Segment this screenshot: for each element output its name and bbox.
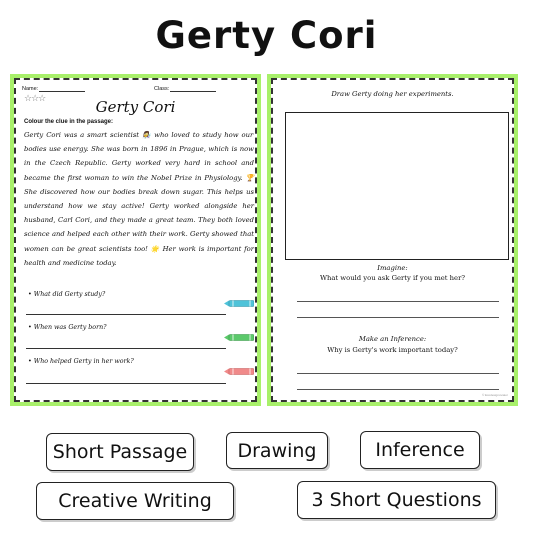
worksheet-title: Gerty Cori: [95, 98, 176, 116]
drawing-box: [285, 112, 509, 260]
inference-question: Why is Gerty's work important today?: [327, 346, 458, 354]
worksheet-page: [271, 78, 514, 402]
drawing-worksheet-preview: [267, 74, 518, 406]
answer-line: [297, 301, 499, 302]
question-text: What did Gerty study?: [33, 291, 106, 298]
creative-writing-tag: Creative Writing: [36, 482, 234, 520]
crayon-icon: [224, 368, 254, 375]
answer-line: [26, 314, 226, 315]
reading-passage: Gerty Cori was a smart scientist 👩‍🔬 who loved to study how our bodies use energy. She was born in 1896 in Prague, which is now in the Czech Republic. Gerty worked very hard in school and became the first woman to win the Nobel Prize in Physiology. 🏆 She discovered how our bodies break down sugar. This helps us understand how we stay active! Gerty worked alongside her husband, Carl Cori, and they made a great team. They both loved science and helped each other with their work. Gerty showed that women can be great scientists too! 🌟 Her work is important for health and medicine today.: [24, 131, 254, 267]
name-field: [22, 86, 85, 92]
page-title: Gerty Cori: [155, 14, 378, 57]
instruction-text: Colour the clue in the passage:: [24, 119, 114, 125]
question-item: • Who helped Gerty in her work?: [28, 358, 134, 365]
class-field: [154, 86, 216, 92]
drawing-tag: Drawing: [226, 432, 328, 469]
answer-line: [297, 317, 499, 318]
copyright-text: © Ecodesignoviator: [481, 393, 508, 397]
draw-prompt: Draw Gerty doing her experiments.: [331, 90, 454, 98]
name-label: Name:: [22, 86, 39, 92]
imagine-question: What would you ask Gerty if you met her?: [320, 274, 465, 282]
worksheet-page: [14, 78, 257, 402]
question-text: When was Gerty born?: [33, 324, 107, 331]
rating-stars: ☆☆☆: [24, 94, 46, 104]
crayon-icon: [224, 300, 254, 307]
question-item: • What did Gerty study?: [28, 291, 106, 298]
answer-line: [297, 373, 499, 374]
class-label: Class:: [154, 86, 170, 92]
short-questions-tag: 3 Short Questions: [297, 481, 496, 519]
imagine-heading: Imagine:: [377, 264, 408, 272]
answer-line: [297, 389, 499, 390]
passage-worksheet-preview: [10, 74, 261, 406]
inference-tag: Inference: [360, 431, 480, 469]
answer-line: [26, 383, 226, 384]
short-passage-tag: Short Passage: [46, 433, 194, 471]
crayon-icon: [224, 334, 254, 341]
question-item: • When was Gerty born?: [28, 324, 107, 331]
inference-heading: Make an Inference:: [358, 335, 427, 343]
answer-line: [26, 348, 226, 349]
question-text: Who helped Gerty in her work?: [33, 358, 134, 365]
